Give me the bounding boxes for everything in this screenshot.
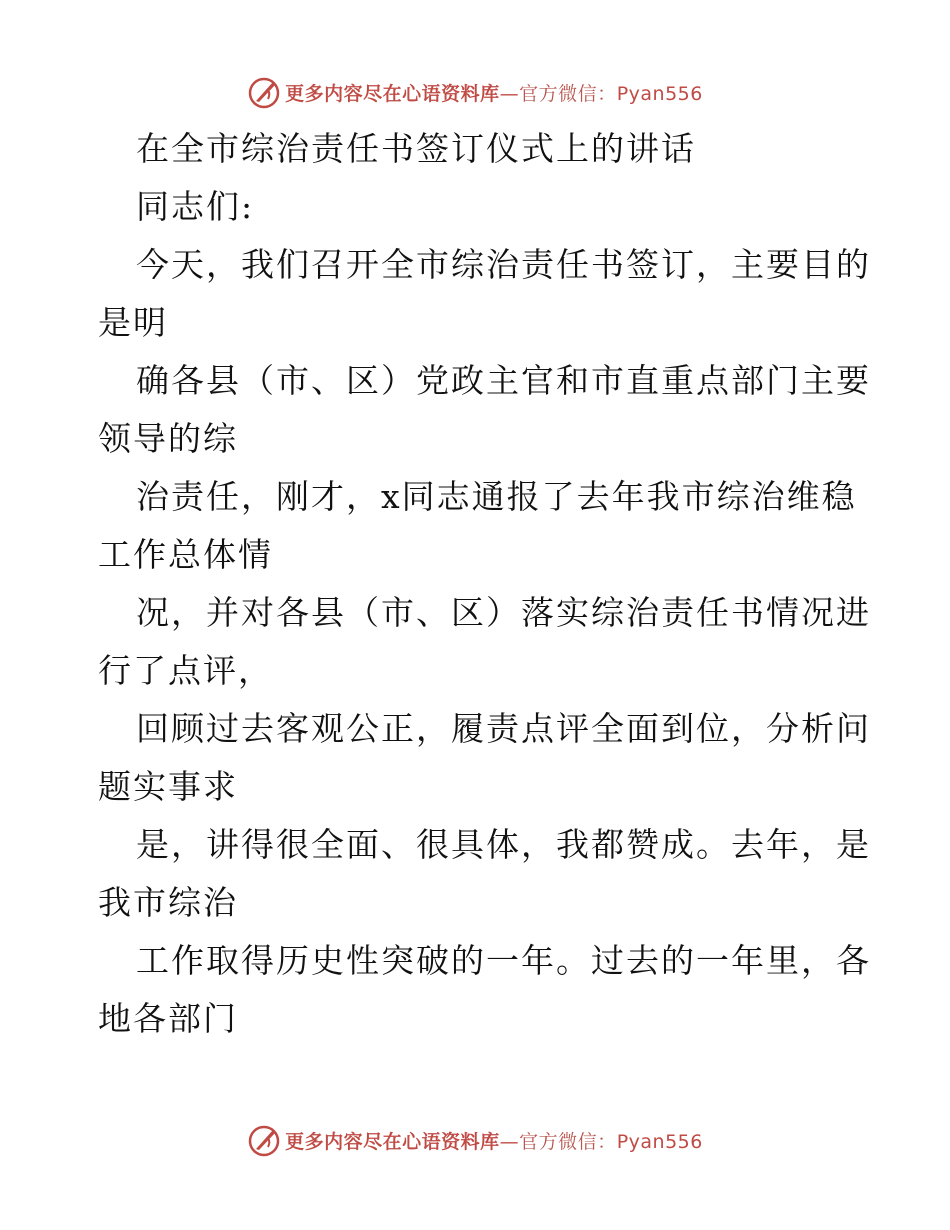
footer-banner: [0, 1118, 950, 1162]
header-banner: [0, 70, 950, 114]
doc-line: 工作取得历史性突破的一年。过去的一年里，各: [136, 941, 871, 980]
doc-line: 工作总体情: [98, 535, 273, 574]
banner-main-text: 更多内容尽在心语资料库: [285, 1130, 500, 1153]
doc-line: 今天，我们召开全市综治责任书签订，主要目的: [136, 245, 871, 284]
doc-salutation: 同志们:: [136, 187, 255, 226]
quill-logo-icon: [247, 1123, 281, 1157]
banner-main-text: 更多内容尽在心语资料库: [285, 82, 500, 105]
banner-text: [285, 79, 703, 106]
doc-line: 题实事求: [98, 767, 238, 806]
doc-line: 况，并对各县（市、区）落实综治责任书情况进: [136, 593, 871, 632]
doc-line: 回顾过去客观公正，履责点评全面到位，分析问: [136, 709, 871, 748]
banner-sub-text: 官方微信：: [519, 1130, 617, 1153]
banner-account: Pyan556: [616, 1130, 703, 1153]
doc-line: 是，讲得很全面、很具体，我都赞成。去年，是: [136, 825, 871, 864]
doc-line: 行了点评，: [98, 651, 273, 690]
doc-line: 确各县（市、区）党政主官和市直重点部门主要: [136, 361, 871, 400]
doc-title: 在全市综治责任书签订仪式上的讲话: [136, 129, 696, 168]
doc-line: 是明: [98, 303, 168, 342]
doc-line: 地各部门: [98, 999, 238, 1038]
quill-logo-icon: [247, 75, 281, 109]
doc-line: 领导的综: [98, 419, 238, 458]
doc-line: 治责任，刚才，x同志通报了去年我市综治维稳: [136, 477, 857, 516]
banner-dash: —: [499, 82, 520, 105]
banner-account: Pyan556: [616, 82, 703, 105]
banner-sub-text: 官方微信：: [519, 82, 617, 105]
banner-dash: —: [499, 1130, 520, 1153]
document-body: [98, 120, 871, 1048]
doc-line: 我市综治: [98, 883, 238, 922]
banner-text: [285, 1127, 703, 1154]
